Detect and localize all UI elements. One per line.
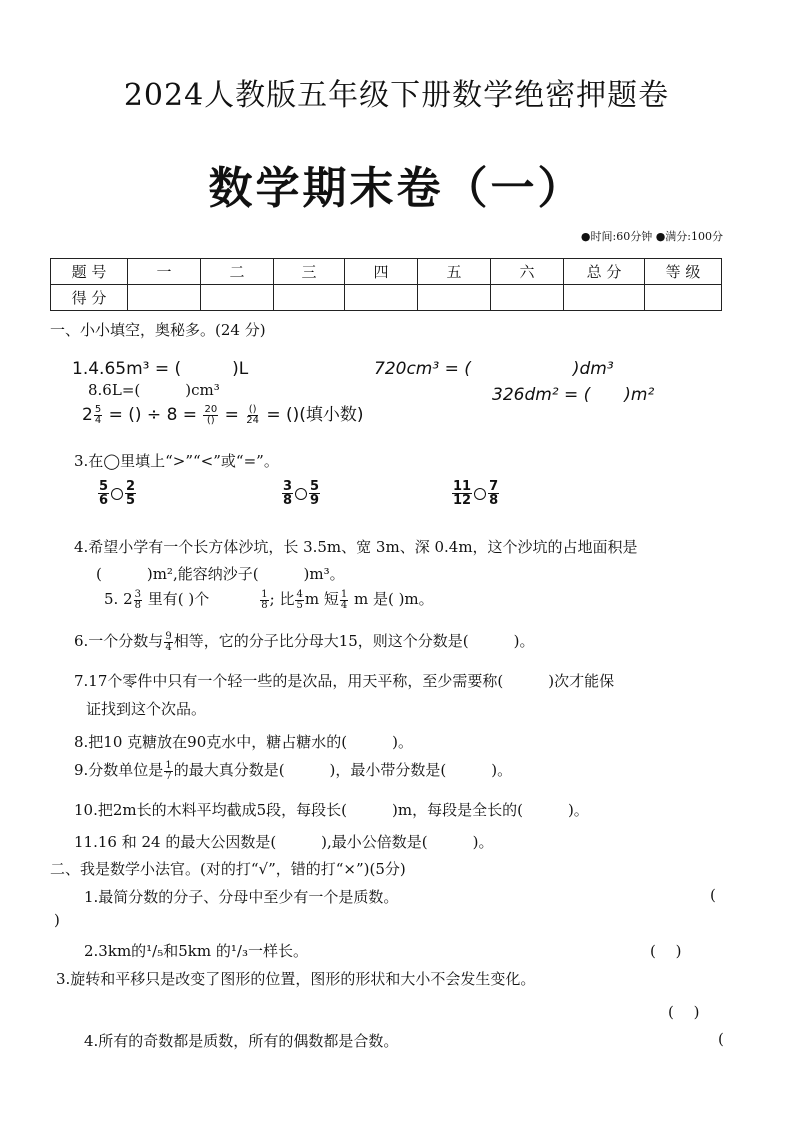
q9-row: 9.分数单位是 $\frac{1}{7}$ 的最大真分数是( )，最小带分数是( )。: [74, 759, 513, 782]
exam-meta: ●时间:60分钟 ●满分:100分: [580, 230, 723, 243]
score-input-cell[interactable]: [564, 285, 645, 311]
tf-q3-text: 3.旋转和平移只是改变了图形的位置，图形的形状和大小不会发生变化。: [56, 970, 536, 988]
q2-fraction: $\frac{()}{24}$: [246, 403, 259, 426]
tf-q3-answer[interactable]: ( ): [668, 1003, 700, 1021]
q1-part-a: 1.4.65m³ = ( )L: [72, 359, 249, 379]
q2-whole: 2: [82, 405, 93, 425]
section1-title: 一、小小填空，奥秘多。(24 分): [50, 321, 266, 339]
score-input-cell[interactable]: [128, 285, 201, 311]
score-input-cell[interactable]: [345, 285, 418, 311]
q8-text: 8.把10 克糖放在90克水中，糖占糖水的( )。: [74, 733, 413, 751]
compare-circle[interactable]: [111, 488, 123, 500]
q7-line2: 证找到这个次品。: [86, 700, 207, 718]
q1-part-c: 8.6L=( )cm³: [88, 381, 220, 399]
tf-q1-answer-close: ): [54, 911, 60, 929]
score-header-cell: 题 号: [51, 259, 128, 285]
tf-q2-text: 2.3km的¹/₅和5km 的¹/₃一样长。: [84, 942, 308, 960]
section2-title: 二、我是数学小法官。(对的打“√”，错的打“×”)(5分): [50, 860, 406, 878]
score-input-cell[interactable]: [645, 285, 722, 311]
score-input-cell[interactable]: [201, 285, 274, 311]
q10-text: 10.把2m长的木料平均截成5段，每段长( )m，每段是全长的( )。: [74, 801, 589, 819]
tf-q4-text: 4.所有的奇数都是质数，所有的偶数都是合数。: [84, 1032, 399, 1050]
score-header-cell: 四: [345, 259, 418, 285]
q3-compare-2: $\frac{3}{8}$ $\frac{5}{9}$: [283, 479, 320, 508]
q2-fraction: $\frac{20}{()}$: [204, 403, 218, 426]
tf-q2-answer[interactable]: ( ): [650, 942, 682, 960]
q6-row: 6.一个分数与 $\frac{9}{4}$ 相等，它的分子比分母大15，则这个分数是( )。: [74, 630, 535, 653]
q2-equals: =: [224, 405, 239, 425]
q11-text: 11.16 和 24 的最大公因数是( ),最小公倍数是( )。: [74, 833, 494, 851]
score-table-score-row: [51, 285, 722, 311]
score-input-cell[interactable]: [418, 285, 491, 311]
q1-part-b: 720cm³ = ( )dm³: [374, 359, 614, 379]
q4-line2: ( )m²,能容纳沙子( )m³。: [96, 565, 345, 583]
q2-tail: = ()(填小数): [266, 405, 364, 425]
score-header-cell: 三: [274, 259, 345, 285]
tf-q1-text: 1.最简分数的分子、分母中至少有一个是质数。: [84, 888, 399, 906]
score-header-cell: 五: [418, 259, 491, 285]
score-table-header-row: [51, 259, 722, 285]
score-header-cell: 六: [491, 259, 564, 285]
score-header-cell: 等 级: [645, 259, 722, 285]
score-input-cell[interactable]: [491, 285, 564, 311]
q3-compare-1: $\frac{5}{6}$ $\frac{2}{5}$: [99, 479, 136, 508]
q2-mid: = () ÷ 8 =: [108, 405, 198, 425]
score-row-label: 得 分: [51, 285, 128, 311]
q7-line1: 7.17个零件中只有一个轻一些的是次品，用天平称，至少需要称( )次才能保: [74, 672, 615, 690]
compare-circle[interactable]: [295, 488, 307, 500]
q2-row: [82, 400, 364, 426]
exam-title: 数学期末卷（一）: [208, 163, 585, 214]
q3-text: 3.在◯里填上“>”“<”或“=”。: [74, 452, 279, 470]
compare-circle[interactable]: [474, 488, 486, 500]
q5-row: 5. 2 $\frac{3}{8}$ 里有( )个 $\frac{1}{8}$ ; 比 $\frac{4}{5}$ m 短 $\frac{1}{4}$ m 是( )m。: [104, 588, 434, 611]
tf-q4-answer[interactable]: (: [718, 1030, 724, 1048]
q4-line1: 4.希望小学有一个长方体沙坑，长 3.5m、宽 3m、深 0.4m，这个沙坑的占地面积是: [74, 538, 638, 556]
score-header-cell: 总 分: [564, 259, 645, 285]
q3-compare-3: $\frac{11}{12}$ $\frac{7}{8}$: [453, 479, 499, 508]
score-table: [50, 258, 722, 311]
score-header-cell: 一: [128, 259, 201, 285]
score-input-cell[interactable]: [274, 285, 345, 311]
q1-part-d: 326dm² = ( )m²: [492, 385, 655, 405]
score-header-cell: 二: [201, 259, 274, 285]
exam-series-title: 2024人教版五年级下册数学绝密押题卷: [123, 78, 670, 113]
tf-q1-answer-open[interactable]: (: [710, 886, 716, 904]
q2-fraction: $\frac{5}{4}$: [94, 403, 102, 426]
